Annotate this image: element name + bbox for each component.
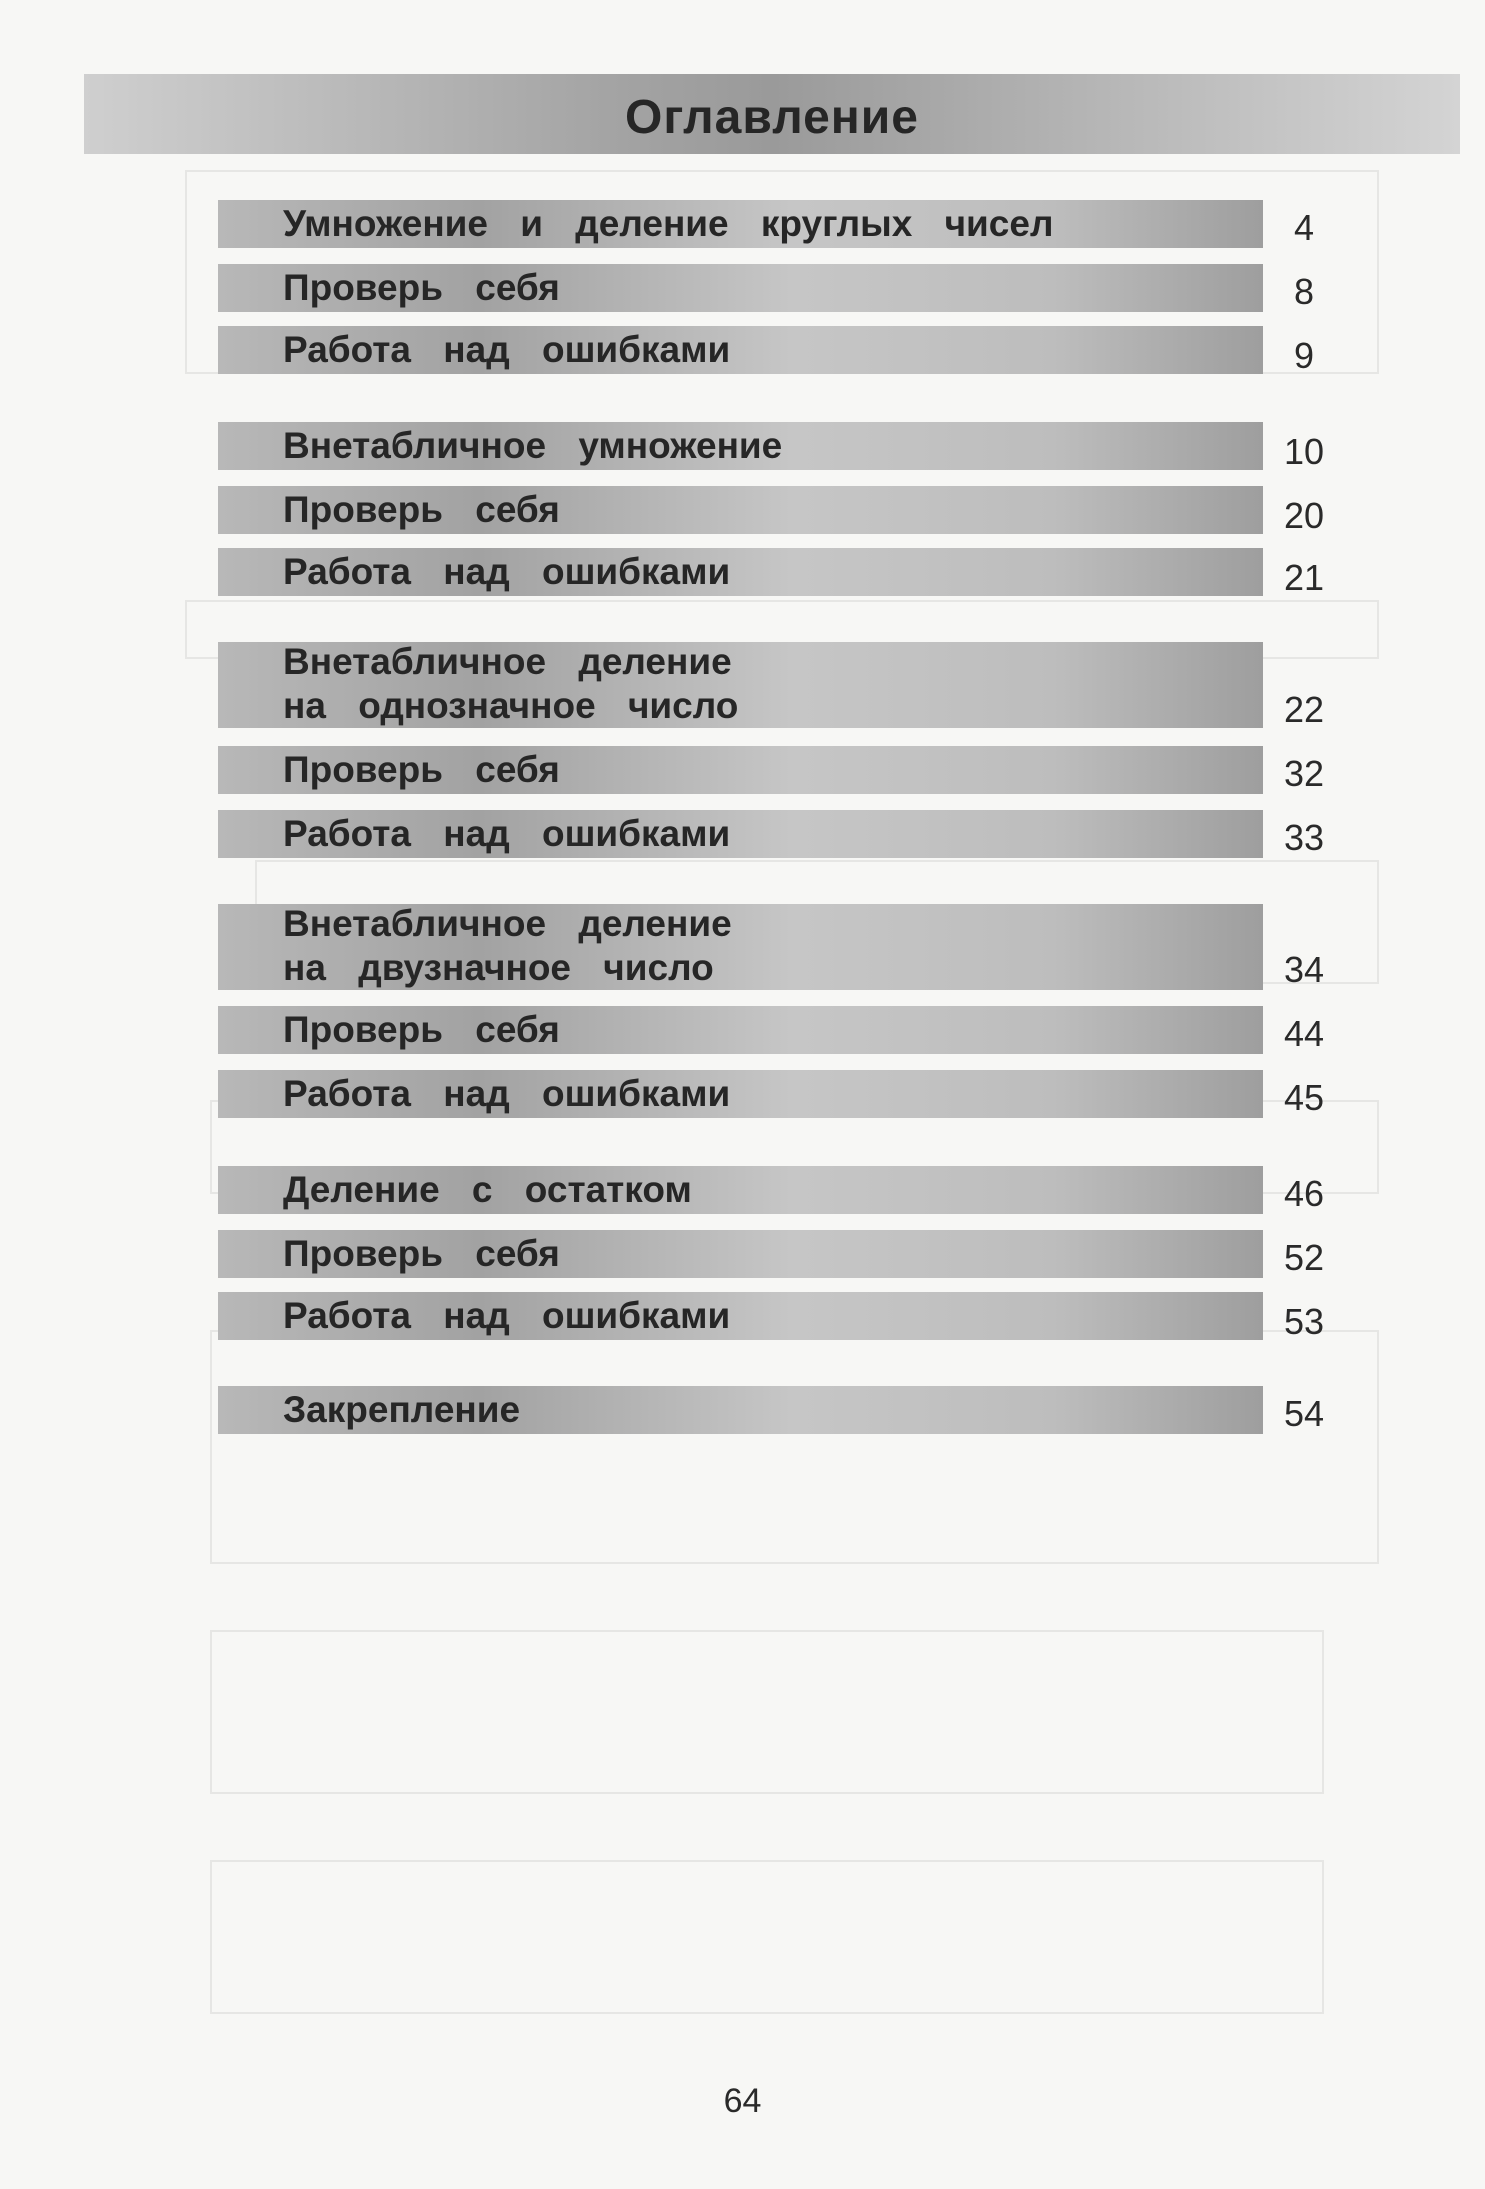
toc-entry-title: Внетабличное деление (283, 903, 732, 944)
toc-entry-page: 20 (1283, 495, 1325, 536)
toc-entry-page: 10 (1283, 431, 1325, 472)
toc-entry (0, 548, 1485, 596)
toc-entry-title: Проверь себя (283, 749, 560, 790)
toc-entry (0, 746, 1485, 794)
toc-entry (0, 422, 1485, 470)
bleed-through-table (210, 1630, 1324, 1794)
toc-entry-title: Внетабличное умножение (283, 425, 783, 466)
toc-entry-page: 45 (1283, 1077, 1325, 1118)
toc-entry-title: Проверь себя (283, 1009, 560, 1050)
toc-entry-page: 33 (1283, 817, 1325, 858)
toc-entry-page: 21 (1283, 557, 1325, 598)
toc-entry-title: Работа над ошибками (283, 813, 731, 854)
toc-entry (0, 200, 1485, 248)
toc-entry-title: Проверь себя (283, 489, 560, 530)
toc-entry-page: 22 (1283, 689, 1325, 730)
toc-entry-page: 32 (1283, 753, 1325, 794)
toc-entry-title: Внетабличное деление (283, 641, 732, 682)
toc-entry-page: 9 (1293, 335, 1315, 376)
toc-entry (0, 1386, 1485, 1434)
toc-entry-title: Работа над ошибками (283, 1073, 731, 1114)
toc-entry-page: 46 (1283, 1173, 1325, 1214)
toc-entry-title: Умножение и деление круглых чисел (283, 203, 1054, 244)
toc-entry-title: на однозначное число (283, 685, 739, 726)
toc-entry-page: 4 (1293, 207, 1315, 248)
bleed-through-table (210, 1330, 1379, 1564)
toc-entry (0, 1070, 1485, 1118)
toc-entry-title: Проверь себя (283, 267, 560, 308)
toc-entry-title: Проверь себя (283, 1233, 560, 1274)
toc-entry (0, 642, 1485, 728)
toc-entry (0, 810, 1485, 858)
page-title: Оглавление (625, 91, 919, 144)
toc-entry-page: 54 (1283, 1393, 1325, 1434)
toc-entry (0, 1292, 1485, 1340)
toc-entry-page: 44 (1283, 1013, 1325, 1054)
toc-entry (0, 1166, 1485, 1214)
toc-entry-title: Работа над ошибками (283, 551, 731, 592)
toc-entry-page: 52 (1283, 1237, 1325, 1278)
toc-entry-title: Работа над ошибками (283, 1295, 731, 1336)
toc-entry (0, 486, 1485, 534)
toc-entry-page: 8 (1293, 271, 1315, 312)
toc-entry-title: Деление с остатком (283, 1169, 692, 1210)
toc-entry (0, 326, 1485, 374)
toc-entry (0, 904, 1485, 990)
bleed-through-table (210, 1860, 1324, 2014)
toc-entry (0, 1006, 1485, 1054)
toc-entry-title: Закрепление (283, 1389, 521, 1430)
toc-entry (0, 1230, 1485, 1278)
toc-entry-title: на двузначное число (283, 947, 714, 988)
page-number: 64 (723, 2082, 762, 2120)
title-band (84, 74, 1460, 154)
toc-entry-page: 34 (1283, 949, 1325, 990)
toc-entry-title: Работа над ошибками (283, 329, 731, 370)
toc-entry (0, 264, 1485, 312)
toc-entry-page: 53 (1283, 1301, 1325, 1342)
